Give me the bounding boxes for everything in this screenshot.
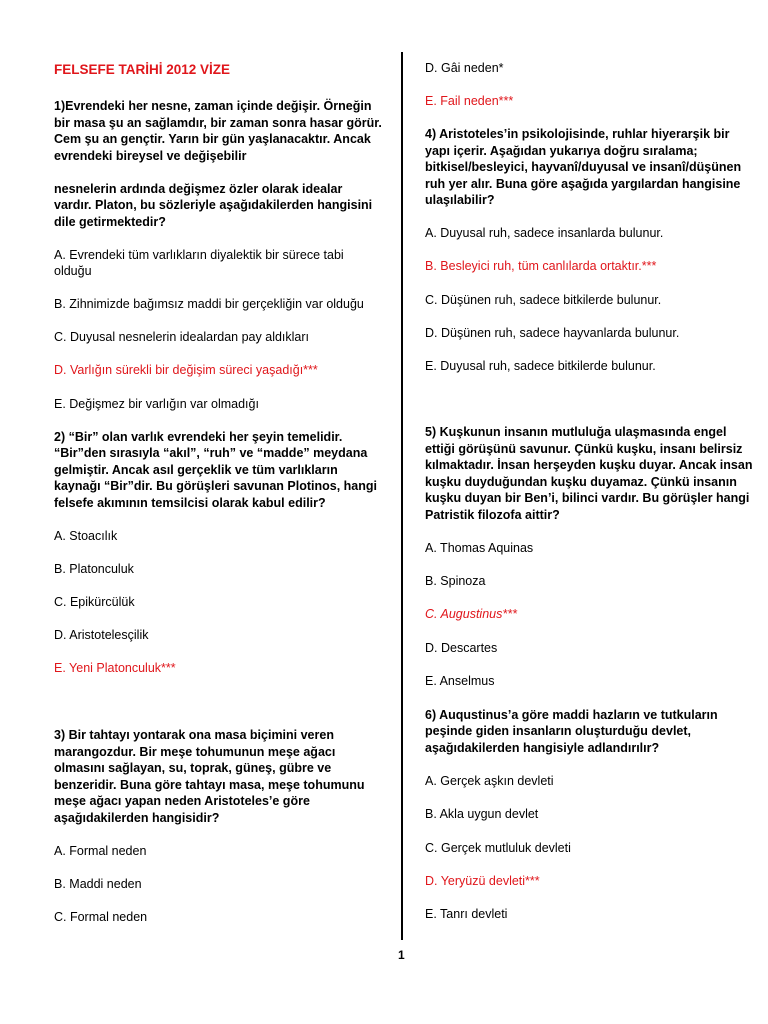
q1-option-c: C. Duyusal nesnelerin idealardan pay aldıkları [54,330,310,344]
q6-text-line: 6) Auqustinus’a göre maddi hazların ve tutkuların [425,708,718,722]
q6-option-b: B. Akla uygun devlet [425,807,539,821]
q5-option-b: B. Spinoza [425,574,486,588]
page-title: FELSEFE TARİHİ 2012 VİZE [54,62,231,77]
q3-option-c: C. Formal neden [54,910,148,924]
q5-text-line: ettiği görüşünü savunur. Çünkü kuşku, insanı belirsiz [425,442,743,456]
q1-text-line: vardır. Platon, bu sözleriyle aşağıdakilerden hangisini [54,198,373,212]
column-divider [401,52,403,940]
q3-text-line: aşağıdakilerden hangisidir? [54,811,220,825]
q3-text-line: marangozdur. Bir meşe tohumunun meşe ağacı [54,745,336,759]
q1-text-line: 1)Evrendeki her nesne, zaman içinde değişir. Örneğin [54,99,372,113]
q3-option-b: B. Maddi neden [54,877,142,891]
q2-option-e-answer: E. Yeni Platonculuk*** [54,661,176,675]
q5-option-c-answer: C. Augustinus*** [425,607,517,621]
q2-option-c: C. Epikürcülük [54,595,135,609]
q6-text-line: peşinde giden insanların oluşturduğu devlet, [425,724,692,738]
q4-text-line: bitkisel/besleyici, hayvanî/duyusal ve insanî/düşünen [425,160,742,174]
q3-option-e-answer: E. Fail neden*** [425,94,514,108]
q2-text-line: “Bir”den sırasıyla “akıl”, “ruh” ve “madde” meydana [54,446,368,460]
q4-option-b-answer: B. Besleyici ruh, tüm canlılarda ortaktır.*** [425,259,657,273]
q3-text-line: olmasını sağlayan, su, toprak, güneş, gübre ve [54,761,332,775]
q5-option-d: D. Descartes [425,641,498,655]
q4-option-e: E. Duyusal ruh, sadece bitkilerde bulunur. [425,359,656,373]
q3-text-line: benzeridir. Buna göre tahtayı masa, meşe tohumunu [54,778,365,792]
q4-text-line: 4) Aristoteles’in psikolojisinde, ruhlar hiyerarşik bir [425,127,730,141]
q5-text-line: kuşku duyduğundan kuşku duyamaz. Çünkü insanın [425,475,737,489]
q6-option-a: A. Gerçek aşkın devleti [425,774,554,788]
q5-option-a: A. Thomas Aquinas [425,541,534,555]
q1-text-line: nesnelerin ardında değişmez özler olarak idealar [54,182,343,196]
q1-option-e: E. Değişmez bir varlığın var olmadığı [54,397,259,411]
q1-option-a-cont: olduğu [54,264,92,278]
q4-option-d: D. Düşünen ruh, sadece hayvanlarda bulunur. [425,326,680,340]
q1-text-line: bir masa şu an sağlamdır, bir zaman sonra hasar görür. [54,116,382,130]
q5-text-line: kılmaktadır. İnsan herşeyden kuşku duyar. Ancak insan [425,458,753,472]
q1-text-line: dile getirmektedir? [54,215,166,229]
q2-option-a: A. Stoacılık [54,529,118,543]
q2-option-d: D. Aristotelesçilik [54,628,149,642]
q2-text-line: gelmiştir. Ancak asıl gerçeklik ve tüm varlıkların [54,463,338,477]
q6-option-d-answer: D. Yeryüzü devleti*** [425,874,540,888]
q4-option-a: A. Duyusal ruh, sadece insanlarda bulunur. [425,226,664,240]
q3-option-d: D. Gâi neden* [425,61,504,75]
q4-text-line: ruh yer alır. Buna göre aşağıda yargılardan hangisine [425,177,741,191]
q2-option-b: B. Platonculuk [54,562,134,576]
q1-option-b: B. Zihnimizde bağımsız maddi bir gerçekliğin var olduğu [54,297,364,311]
q5-text-line: Patristik filozofa aittir? [425,508,560,522]
q1-option-a: A. Evrendeki tüm varlıkların diyalektik bir sürece tabi [54,248,344,262]
q1-text-line: Cem şu an gençtir. Yarın bir gün yaşlanacaktır. Ancak [54,132,371,146]
q4-option-c: C. Düşünen ruh, sadece bitkilerde bulunur. [425,293,662,307]
q3-option-a: A. Formal neden [54,844,147,858]
q2-text-line: 2) “Bir” olan varlık evrendeki her şeyin temelidir. [54,430,343,444]
page-number: 1 [398,948,405,962]
q1-option-d-answer: D. Varlığın sürekli bir değişim süreci yaşadığı*** [54,363,318,377]
q2-text-line: kaynağı “Bir”dir. Bu görüşleri savunan Plotinos, hangi [54,479,377,493]
q6-text-line: aşağıdakilerden hangisiyle adlandırılır? [425,741,660,755]
q4-text-line: ulaşılabilir? [425,193,495,207]
q5-text-line: 5) Kuşkunun insanın mutluluğa ulaşmasında engel [425,425,727,439]
q2-text-line: felsefe akımının temsilcisi olarak kabul edilir? [54,496,326,510]
q4-text-line: yapı içerir. Aşağıdan yukarıya doğru sıralama; [425,144,698,158]
q5-option-e: E. Anselmus [425,674,495,688]
q3-text-line: 3) Bir tahtayı yontarak ona masa biçimini veren [54,728,334,742]
q6-option-e: E. Tanrı devleti [425,907,508,921]
q3-text-line: meşe ağacı yapan neden Aristoteles’e göre [54,794,310,808]
q6-option-c: C. Gerçek mutluluk devleti [425,841,571,855]
q5-text-line: kuşku duyan bir Ben’i, bilinci vardır. Bu görüşler hangi [425,491,750,505]
q1-text-line: evrendeki bireysel ve değişebilir [54,149,247,163]
